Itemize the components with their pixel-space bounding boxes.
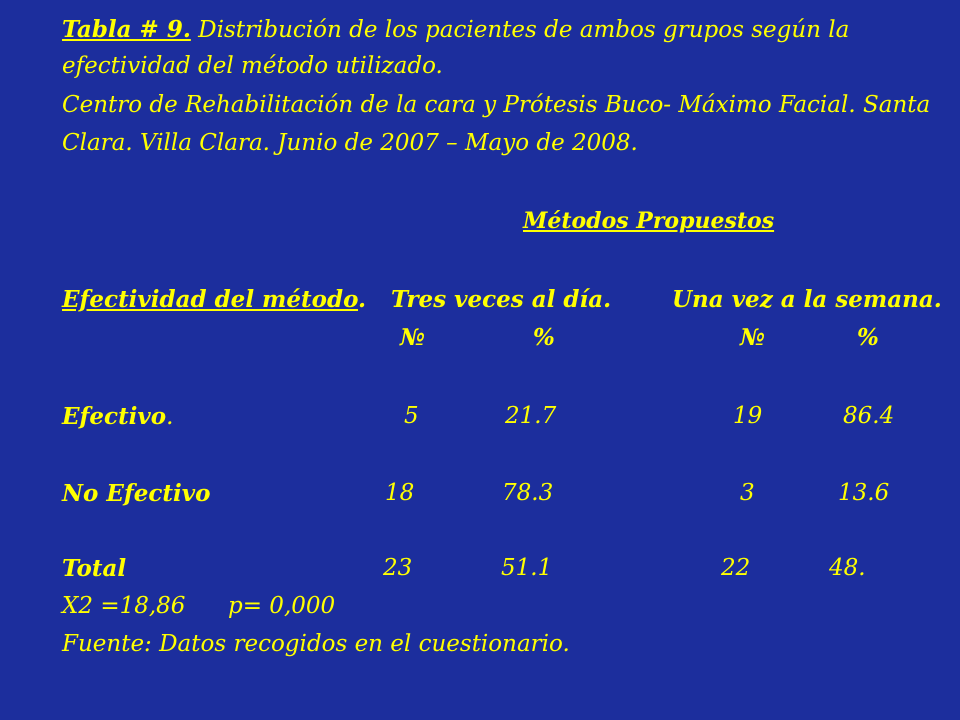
caption-line-1 <box>62 18 849 42</box>
cell-no-efectivo-count-2: 3 <box>740 480 755 506</box>
cell-no-efectivo-percent-2: 13.6 <box>838 480 890 506</box>
cell-efectivo-percent-1: 21.7 <box>505 403 557 429</box>
row-header <box>62 288 366 311</box>
column-header-una-vez: Una vez a la semana. <box>672 286 942 313</box>
subheader-percent-1: % <box>533 324 555 351</box>
chi-square-stat: X2 =18,86 <box>62 593 186 619</box>
subheader-percent-2: % <box>857 324 879 351</box>
table-label: Tabla # 9. <box>62 16 191 43</box>
row-label-no-efectivo <box>62 482 211 505</box>
cell-total-percent-1: 51.1 <box>501 555 553 581</box>
row-label-no-efectivo-text: No Efectivo <box>62 480 211 507</box>
cell-total-count-1: 23 <box>383 555 413 581</box>
row-label-efectivo <box>62 405 173 429</box>
group-header: Métodos Propuestos <box>523 208 775 234</box>
caption-line-4: Clara. Villa Clara. Junio de 2007 – Mayo de 2008. <box>62 130 638 156</box>
cell-efectivo-count-2: 19 <box>733 403 763 429</box>
cell-no-efectivo-percent-1: 78.3 <box>502 480 554 506</box>
row-label-total <box>62 557 126 580</box>
subheader-count-2: № <box>740 324 765 351</box>
row-header-label: Efectividad del método <box>62 286 359 313</box>
cell-efectivo-percent-2: 86.4 <box>843 403 895 429</box>
cell-total-percent-2: 48. <box>829 555 866 581</box>
cell-total-count-2: 22 <box>721 555 751 581</box>
caption-line-3: Centro de Rehabilitación de la cara y Prótesis Buco- Máximo Facial. Santa <box>62 92 931 118</box>
caption-line-1-text: Distribución de los pacientes de ambos grupos según la <box>190 17 850 43</box>
row-label-total-text: Total <box>62 555 127 582</box>
source-note: Fuente: Datos recogidos en el cuestionario. <box>62 631 570 657</box>
row-label-efectivo-text: Efectivo <box>62 403 167 430</box>
column-header-tres-veces: Tres veces al día. <box>391 286 612 313</box>
cell-efectivo-count-1: 5 <box>404 403 419 429</box>
row-header-suffix: . <box>358 286 367 313</box>
p-value: p= 0,000 <box>228 593 336 619</box>
caption-line-2: efectividad del método utilizado. <box>62 53 443 79</box>
subheader-count-1: № <box>400 324 425 351</box>
cell-no-efectivo-count-1: 18 <box>385 480 415 506</box>
row-label-efectivo-suffix: . <box>166 404 174 430</box>
